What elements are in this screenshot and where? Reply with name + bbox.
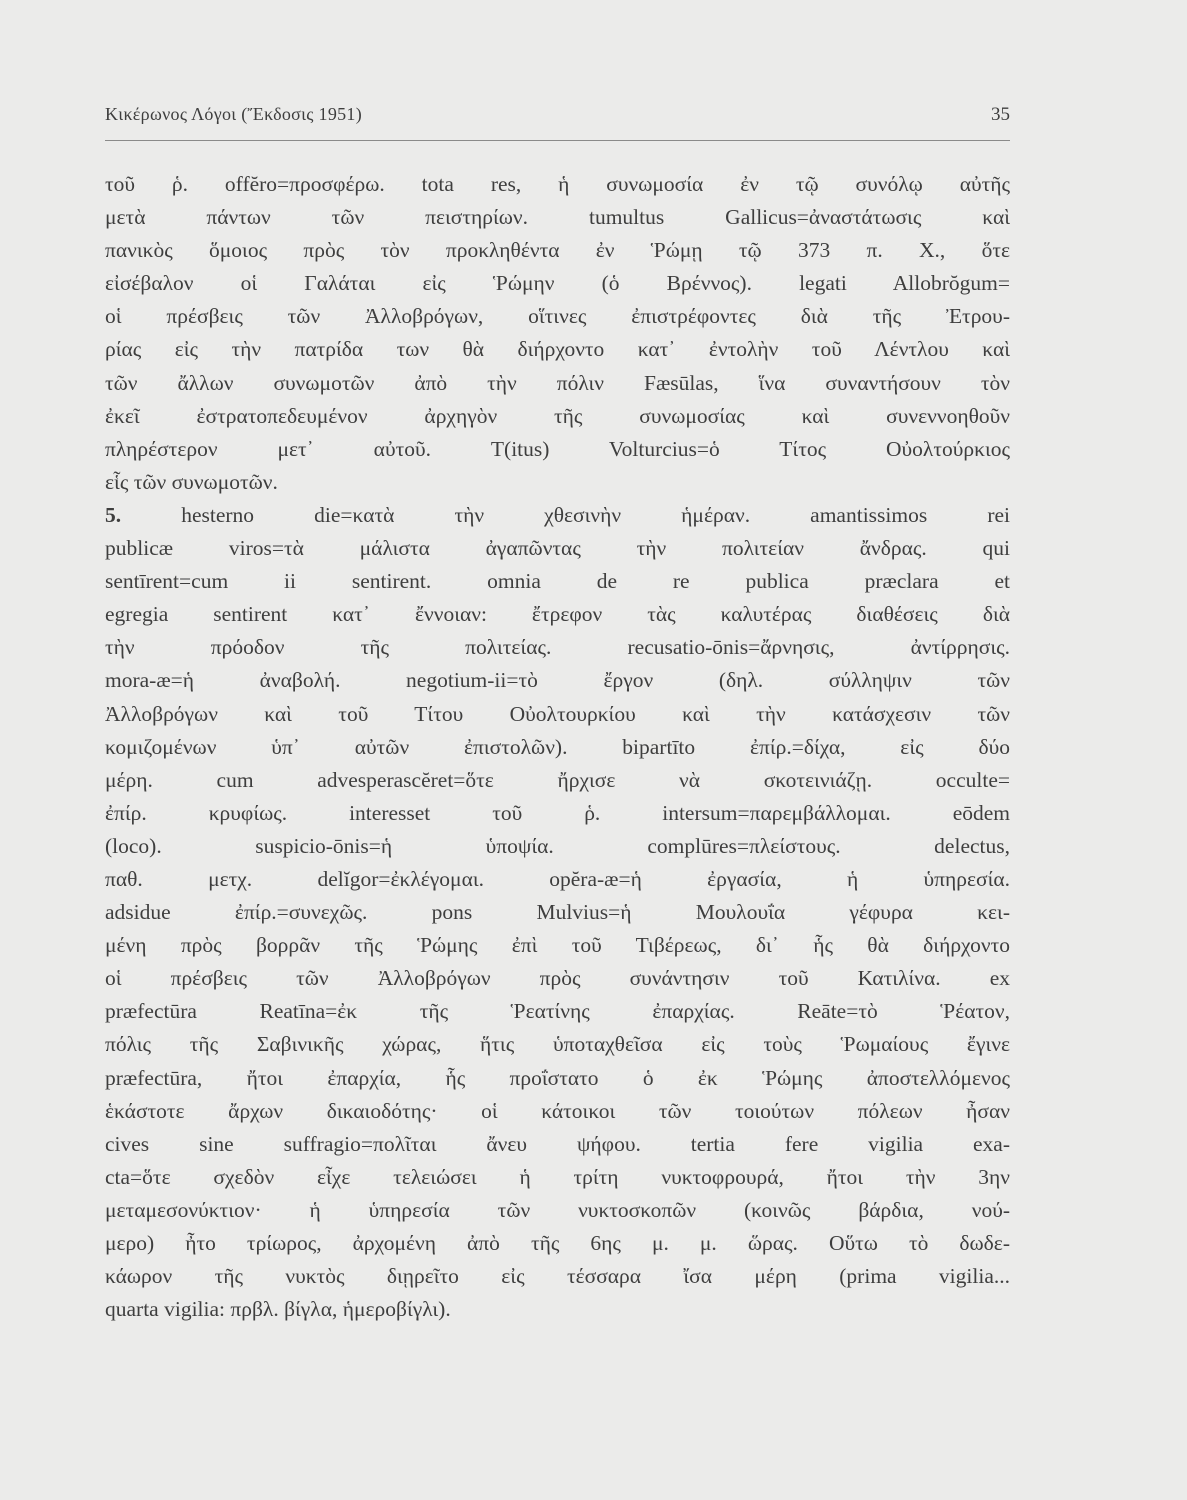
text-line: μεταμεσονύκτιον· ἡ ὑπηρεσία τῶν νυκτοσκοπῶν (κοινῶς βάρδια, νού- [105, 1197, 1010, 1222]
text-line: κάωρον τῆς νυκτὸς διῃρεῖτο εἰς τέσσαρα ἴσα μέρη (prima vigilia... [105, 1264, 1010, 1289]
text-line: præfectūra, ἤτοι ἐπαρχία, ἧς προΐστατο ὁ ἐκ Ῥώμης ἀποστελλόμενος [105, 1065, 1010, 1090]
text-line: sentīrent=cum ii sentirent. omnia de re publica præclara et [105, 569, 1010, 594]
text-line: μένη πρὸς βορρᾶν τῆς Ῥώμης ἐπὶ τοῦ Τιβέρεως, δι᾽ ἧς θὰ διήρχοντο [105, 933, 1010, 958]
text-line: cives sine suffragio=πολῖται ἄνευ ψήφου. tertia fere vigilia exa- [105, 1131, 1010, 1156]
text-line: Ἀλλοβρόγων καὶ τοῦ Τίτου Οὐολτουρκίου καὶ τὴν κατάσχεσιν τῶν [105, 701, 1010, 726]
text-line: egregia sentirent κατ᾽ ἔννοιαν: ἔτρεφον τὰς καλυτέρας διαθέσεις διὰ [105, 602, 1010, 627]
text-line: ἑκάστοτε ἄρχων δικαιοδότης· οἱ κάτοικοι τῶν τοιούτων πόλεων ἦσαν [105, 1098, 1010, 1123]
commentary-text [105, 168, 1010, 1326]
page-number: 35 [991, 104, 1010, 125]
running-header [105, 104, 1010, 132]
text-line: ρίας εἰς τὴν πατρίδα των θὰ διήρχοντο κατ᾽ ἐντολὴν τοῦ Λέντλου καὶ [105, 337, 1010, 362]
text-line: κομιζομένων ὑπ᾽ αὐτῶν ἐπιστολῶν). bipartīto ἐπίρ.=δίχα, εἰς δύο [105, 734, 1010, 759]
text-line: εἷς τῶν συνωμοτῶν. [105, 469, 278, 494]
header-rule [105, 140, 1010, 141]
text-line: ἐκεῖ ἐστρατοπεδευμένον ἀρχηγὸν τῆς συνωμοσίας καὶ συνεννοηθοῦν [105, 403, 1010, 428]
text-line: quarta vigilia: πρβλ. βίγλα, ἡμεροβίγλι). [105, 1297, 451, 1322]
text-line: μερο) ἦτο τρίωρος, ἀρχομένη ἀπὸ τῆς 6ης μ. μ. ὥρας. Οὕτω τὸ δωδε- [105, 1231, 1010, 1255]
text-line: πανικὸς ὅμοιος πρὸς τὸν προκληθέντα ἐν Ῥώμῃ τῷ 373 π. Χ., ὅτε [105, 238, 1010, 263]
text-line: 5. hesterno die=κατὰ τὴν χθεσινὴν ἡμέραν. amantissimos rei [105, 502, 1010, 527]
text-line: mora-æ=ἡ ἀναβολή. negotium-ii=τὸ ἔργον (δηλ. σύλληψιν τῶν [105, 668, 1010, 693]
text-line: πληρέστερον μετ᾽ αὐτοῦ. T(itus) Volturcius=ὁ Τίτος Οὐολτούρκιος [105, 436, 1010, 461]
text-line: (loco). suspicio-ōnis=ἡ ὑποψία. complūres=πλείστους. delectus, [105, 833, 1010, 858]
text-line: μετὰ πάντων τῶν πειστηρίων. tumultus Gallicus=ἀναστάτωσις καὶ [105, 205, 1010, 230]
text-line: τῶν ἄλλων συνωμοτῶν ἀπὸ τὴν πόλιν Fæsūlas, ἵνα συναντήσουν τὸν [105, 370, 1010, 395]
section-number: 5. [105, 502, 122, 527]
text-line: præfectūra Reatīna=ἐκ τῆς Ῥεατίνης ἐπαρχίας. Reāte=τὸ Ῥέατον, [105, 999, 1010, 1024]
text-line: οἱ πρέσβεις τῶν Ἀλλοβρόγων πρὸς συνάντησιν τοῦ Κατιλίνα. ex [105, 966, 1010, 991]
text-line: πόλις τῆς Σαβινικῆς χώρας, ἥτις ὑποταχθεῖσα εἰς τοὺς Ῥωμαίους ἔγινε [105, 1032, 1010, 1057]
running-title: Κικέρωνος Λόγοι (Ἔκδοσις 1951) [105, 104, 363, 124]
text-line: μέρη. cum advesperascĕret=ὅτε ἤρχισε νὰ σκοτεινιάζῃ. occulte= [105, 767, 1010, 792]
text-line: τὴν πρόοδον τῆς πολιτείας. recusatio-ōnis=ἄρνησις, ἀντίρρησις. [105, 635, 1010, 660]
text-line: adsidue ἐπίρ.=συνεχῶς. pons Mulvius=ἡ Μουλουΐα γέφυρα κει- [105, 900, 1010, 925]
text-line: ἐπίρ. κρυφίως. interesset τοῦ ῥ. intersum=παρεμβάλλομαι. eōdem [105, 800, 1010, 825]
text-line: cta=ὅτε σχεδὸν εἶχε τελειώσει ἡ τρίτη νυκτοφρουρά, ἤτοι τὴν 3ην [105, 1164, 1010, 1189]
text-line: παθ. μετχ. delĭgor=ἐκλέγομαι. opĕra-æ=ἡ ἐργασία, ἡ ὑπηρεσία. [105, 866, 1010, 891]
text-line: τοῦ ῥ. offĕro=προσφέρω. tota res, ἡ συνωμοσία ἐν τῷ συνόλῳ αὐτῆς [105, 172, 1010, 196]
text-line: εἰσέβαλον οἱ Γαλάται εἰς Ῥώμην (ὁ Βρέννος). legati Allobrŏgum= [105, 271, 1010, 296]
text-line: publicæ viros=τὰ μάλιστα ἀγαπῶντας τὴν πολιτείαν ἄνδρας. qui [105, 536, 1010, 561]
text-line: οἱ πρέσβεις τῶν Ἀλλοβρόγων, οἵτινες ἐπιστρέφοντες διὰ τῆς Ἐτρου- [105, 304, 1010, 329]
